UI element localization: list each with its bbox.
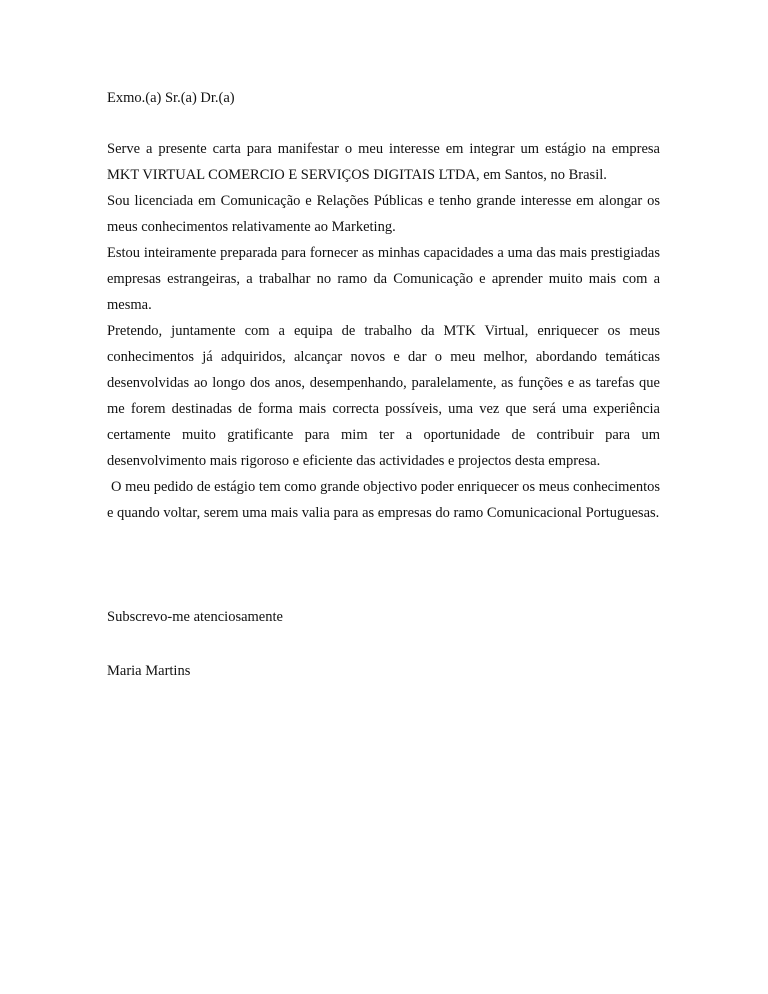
paragraph-objective: O meu pedido de estágio tem como grande objectivo poder enriquecer os meus conhecimentos e quando voltar, serem uma mais valia para as empresas do ramo Comunicacional Portuguesas. — [107, 479, 660, 521]
paragraph-goals: Pretendo, juntamente com a equipa de trabalho da MTK Virtual, enriquecer os meus conhecimentos já adquiridos, alcançar novos e dar o meu melhor, abordando temáticas desenvolvidas ao longo dos anos, desempenhando, paralelamente, as funções e as tarefas que me forem destinadas de forma mais correcta possíveis, uma vez que será uma experiência certamente muito gratificante para mim ter a oportunidade de contribuir para um desenvolvimento mais rigoroso e eficiente das actividades e projectos desta empresa. — [107, 323, 660, 469]
paragraph-preparedness: Estou inteiramente preparada para fornecer as minhas capacidades a uma das mais prestigiadas empresas estrangeiras, a trabalhar no ramo da Comunicação e aprender muito mais com a mesma. — [107, 245, 660, 313]
signature-name: Maria Martins — [107, 663, 191, 679]
letter-body — [107, 136, 660, 526]
salutation: Exmo.(a) Sr.(a) Dr.(a) — [107, 90, 235, 106]
closing: Subscrevo-me atenciosamente — [107, 609, 283, 625]
paragraph-internship-request: Serve a presente carta para manifestar o meu interesse em integrar um estágio na empresa MKT VIRTUAL COMERCIO E SERVIÇOS DIGITAIS LTDA, em Santos, no Brasil. — [107, 141, 660, 183]
paragraph-qualifications: Sou licenciada em Comunicação e Relações Públicas e tenho grande interesse em alongar os meus conhecimentos relativamente ao Marketing. — [107, 193, 660, 235]
